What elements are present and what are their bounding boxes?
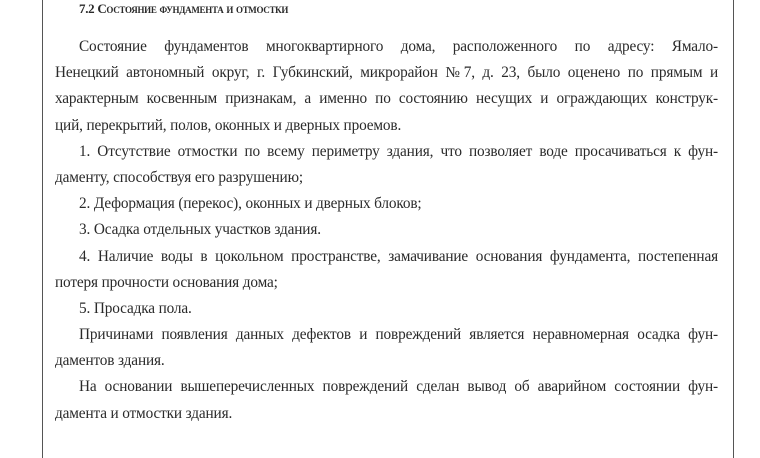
section-title: Состояние фундамента и отмостки (97, 1, 289, 16)
section-number: 7.2 (79, 1, 95, 16)
text-line: Состояние фундаментов многоквартирного дома, расположенного по адресу: Ямало- (79, 38, 718, 55)
text-line: 5. Просадка пола. (79, 299, 192, 317)
text-line: потеря прочности основания дома; (55, 273, 278, 291)
document-body (55, 34, 718, 427)
text-line: 4. Наличие воды в цокольном пространстве, замачивание основания фундамента, постепенная (79, 247, 718, 265)
text-line: характерным косвенным признакам, а именно по состоянию несущих и ограждающих конструк- (55, 90, 718, 108)
section-heading (79, 1, 288, 17)
text-line: На основании вышеперечисленных повреждений сделан вывод об аварийном состоянии фун- (79, 378, 718, 396)
text-line: даментов здания. (55, 352, 165, 370)
text-line: ций, перекрытий, полов, оконных и дверных проемов. (55, 116, 402, 134)
text-line: Причинами появления данных дефектов и повреждений является неравномерная осадка фун- (79, 326, 718, 344)
text-line: 3. Осадка отдельных участков здания. (79, 221, 321, 239)
text-line: 1. Отсутствие отмостки по всему периметру здания, что позволяет воде просачиваться к фун- (79, 142, 718, 160)
text-line: даменту, способствуя его разрушению; (55, 168, 303, 186)
text-line: дамента и отмостки здания. (55, 404, 233, 422)
text-line: 2. Деформация (перекос), оконных и дверных блоков; (79, 195, 422, 213)
text-line: Ненецкий автономный округ, г. Губкинский, микрорайон №7, д. 23, было оценено по прямым и (55, 64, 718, 82)
